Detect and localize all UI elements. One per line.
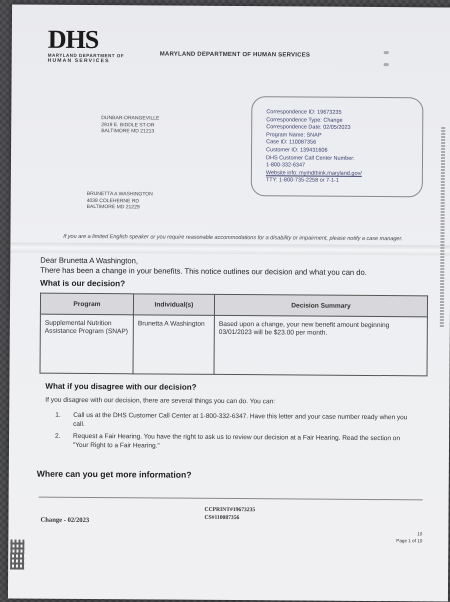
option-text: Call us at the DHS Customer Call Center at 1-800-332-6347. Have this letter and your case number ready when you call. <box>73 411 408 429</box>
agency-title: MARYLAND DEPARTMENT OF HUMAN SERVICES <box>159 51 311 59</box>
dhs-logo <box>47 24 126 65</box>
address-line: 4038 COLEHERNE RD <box>86 197 139 204</box>
header-decision-summary: Decision Summary <box>214 294 427 316</box>
decision-heading: What is our decision? <box>40 278 126 289</box>
table-row <box>40 314 427 376</box>
correspondence-date: Correspondence Date: 02/05/2023 <box>266 124 351 132</box>
paper-fold <box>10 242 450 255</box>
office-address <box>101 115 159 135</box>
correspondence-details <box>266 109 362 186</box>
vertical-barcode <box>440 127 445 327</box>
intro-text: There has been a change in your benefits. This notice outlines our decision and what you can do. <box>40 265 367 277</box>
correspondence-box <box>251 96 424 197</box>
correspondence-id: Correspondence ID: 19673235 <box>266 109 342 116</box>
logo-text: DHS <box>47 24 99 55</box>
cs-id: CS#110087356 <box>204 514 240 522</box>
ccprint-id: CCPRINT#19673235 <box>204 506 256 514</box>
website-info: Website info: mymdthink.maryland.gov/ <box>265 169 362 177</box>
more-info-heading: Where can you get more information? <box>36 468 192 480</box>
decision-table <box>40 293 429 377</box>
footer-ids <box>204 506 255 522</box>
page-label: Page 1 of 10 <box>396 538 423 544</box>
header-individuals: Individual(s) <box>133 294 214 316</box>
address-line: DUNBAR-ORANGEVILLE <box>101 115 160 122</box>
cell-decision-summary: Based upon a change, your new benefit amount beginning 03/01/2023 will be $23.00 per month. <box>214 315 427 375</box>
greeting-block <box>40 256 367 278</box>
program-name: Program Name: SNAP <box>266 132 322 139</box>
call-center-number: 1-800-332-6347 <box>265 162 306 169</box>
table-header-row <box>40 293 427 317</box>
option-number: 2. <box>55 432 61 440</box>
option-text: Request a Fair Hearing. You have the right to ask us to review our decision at a Fair Hearing. Read the section on "Your Right to a Fair Hearing." <box>72 432 401 450</box>
list-item <box>55 411 415 432</box>
address-line: BALTIMORE MD 21229 <box>86 203 140 211</box>
cell-program: Supplemental Nutrition Assistance Program (SNAP) <box>40 314 133 374</box>
divider <box>39 497 423 501</box>
page-small: 10 <box>417 531 423 537</box>
tty-number: TTY: 1-800-735-2258 or 7-1-1 <box>265 177 339 185</box>
case-id: Case ID: 110087356 <box>266 139 317 146</box>
disagree-heading: What if you disagree with our decision? <box>45 381 197 392</box>
correspondence-type: Correspondence Type: Change <box>266 116 343 124</box>
option-number: 1. <box>55 411 61 419</box>
disagree-intro: If you disagree with our decision, there are several things you can do. You can: <box>45 396 276 406</box>
punch-mark <box>384 51 389 54</box>
address-line: BALTIMORE MD 21213 <box>101 128 155 135</box>
customer-id: Customer ID: 139431606 <box>266 147 328 154</box>
cell-individual: Brunetta A Washington <box>133 315 214 375</box>
page-number <box>396 530 422 544</box>
greeting: Dear Brunetta A Washington, <box>40 255 138 266</box>
call-center-label: DHS Customer Call Center Number: <box>265 154 355 162</box>
punch-mark <box>384 63 389 66</box>
accessibility-notice: If you are a limited English speaker or you require reasonable accommodations for a disability or impairment, please notify a case manager. <box>63 233 403 243</box>
form-code: Change - 02/2023 <box>40 516 90 525</box>
address-line: BRUNETTA A WASHINGTON <box>86 190 153 198</box>
list-item <box>55 432 415 453</box>
header-program: Program <box>40 293 133 315</box>
letter-page <box>8 4 450 601</box>
qr-code <box>10 539 24 569</box>
logo-subtitle: MARYLAND DEPARTMENT OF <box>47 52 124 59</box>
options-list <box>55 411 415 455</box>
recipient-address <box>87 191 153 211</box>
address-line: 2919 E. BIDDLE ST-DR <box>101 121 155 128</box>
logo-subtitle-2: HUMAN SERVICES <box>47 57 110 65</box>
